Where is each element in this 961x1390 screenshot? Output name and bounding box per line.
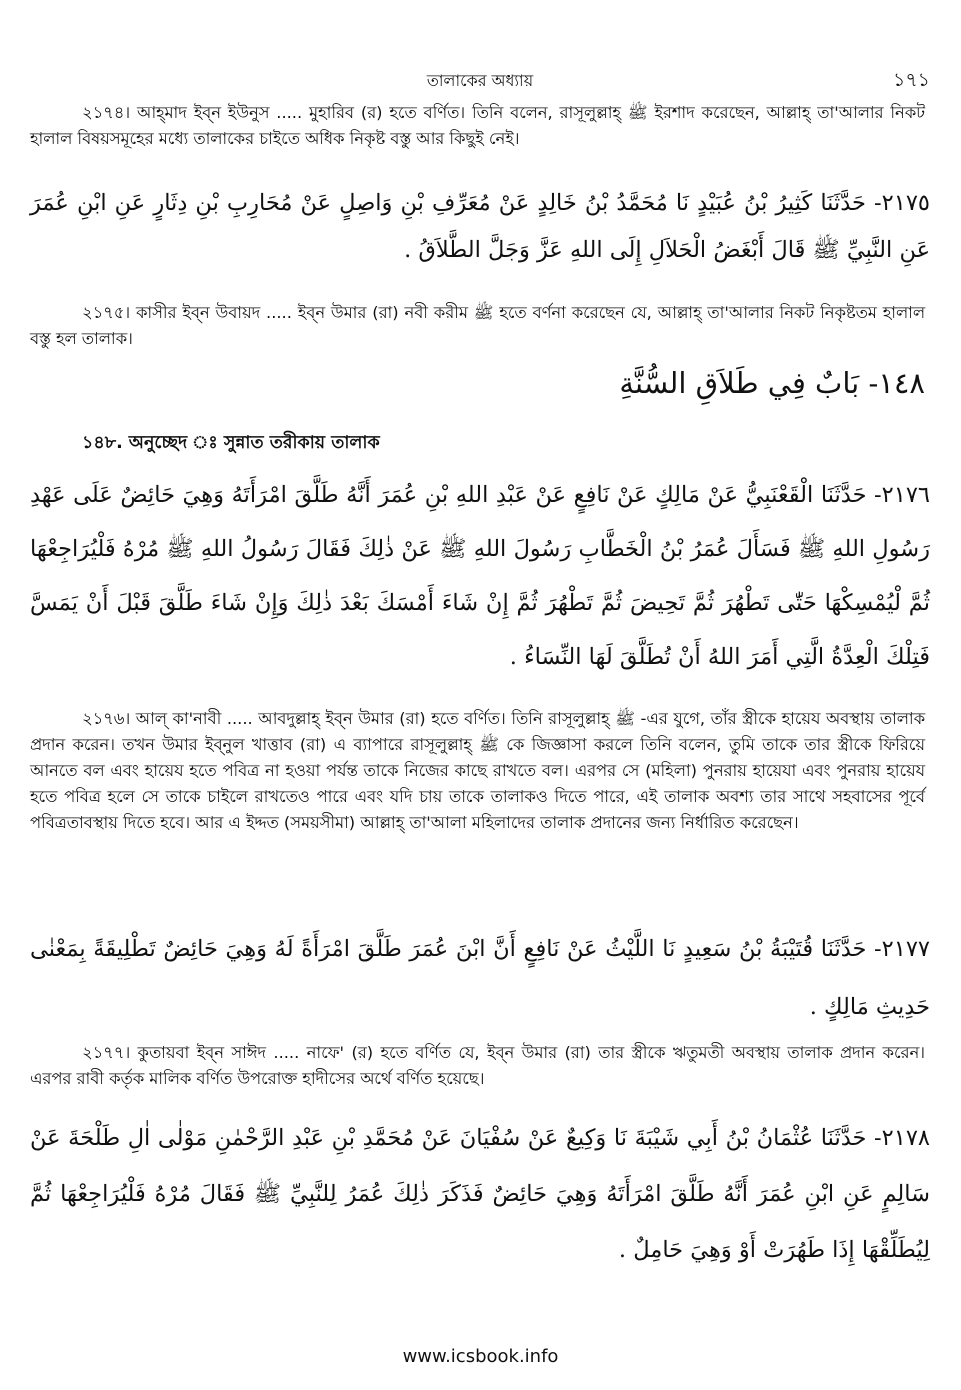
- page-header: [30, 64, 930, 94]
- chapter-title-arabic: ١٤٨- بَابٌ فِي طَلاَقِ السُّنَّةِ: [619, 366, 925, 400]
- footer-website: www.icsbook.info: [402, 1346, 559, 1367]
- page-number: ১৭১: [892, 69, 930, 91]
- hadith-2177-arabic: ٢١٧٧- حَدَّثَنَا قُتَيْبَةُ بْنُ سَعِيدٍ نَا اللَّيْثُ عَنْ نَافِعٍ أَنَّ ابْنَ عُمَرَ طَلَّقَ امْرَأَةً لَهُ وَهِيَ حَائِضٌ تَطْلِيقَةً بِمَعْنٰى حَدِيثِ مَالِكٍ .: [30, 936, 930, 1020]
- hadith-2177-bengali: ২১৭৭। কুতায়বা ইব্‌ন সাঈদ ..... নাফে' (র) হতে বর্ণিত যে, ইব্‌ন উমার (রা) তার স্ত্রীকে ঋতুমতী অবস্থায় তালাক প্রদান করেন। এরপর রাবী কর্তৃক মালিক বর্ণিত উপরোক্ত হাদীসের অর্থে বর্ণিত হয়েছে।: [30, 1043, 925, 1088]
- hadith-2174-bengali: ২১৭৪। আহ্‌মাদ ইব্‌ন ইউনুস ..... মুহারিব (র) হতে বর্ণিত। তিনি বলেন, রাসূলুল্লাহ্ ﷺ ইরশাদ করেছেন, আল্লাহ্ তা'আলার নিকট হালাল বিষয়সমূহের মধ্যে তালাকের চাইতে অধিক নিকৃষ্ট বস্তু আর কিছুই নেই।: [30, 103, 926, 148]
- hadith-2175-bengali: ২১৭৫। কাসীর ইব্‌ন উবায়দ ..... ইব্‌ন উমার (রা) নবী করীম ﷺ হতে বর্ণনা করেছেন যে, আল্লাহ্ তা'আলার নিকট নিকৃষ্টতম হালাল বস্তু হল তালাক।: [30, 303, 925, 348]
- hadith-2175-arabic: ٢١٧٥- حَدَّثَنَا كَثِيرُ بْنُ عُبَيْدٍ نَا مُحَمَّدُ بْنُ خَالِدٍ عَنْ مُعَرِّفِ بْنِ وَاصِلٍ عَنْ مُحَارِبِ بْنِ دِثَارٍ عَنِ ابْنِ عُمَرَ عَنِ النَّبِيِّ ﷺ قَالَ أَبْغَضُ الْحَلاَلِ إِلَى اللهِ عَزَّ وَجَلَّ الطَّلاَقُ .: [30, 190, 930, 263]
- hadith-2176-bengali: ২১৭৬। আল্ কা'নাবী ..... আবদুল্লাহ্ ইব্‌ন উমার (রা) হতে বর্ণিত। তিনি রাসূলুল্লাহ্ ﷺ -এর যুগে, তাঁর স্ত্রীকে হায়েয অবস্থায় তালাক প্রদান করেন। তখন উমার ইব্‌নুল খাত্তাব (রা) এ ব্যাপারে রাসূলুল্লাহ্ ﷺ কে জিজ্ঞাসা করলে তিনি বলেন, তুমি তাকে তার স্ত্রীকে ফিরিয়ে আনতে বল এবং হায়েয হতে পবিত্র না হওয়া পর্যন্ত তাকে নিজের কাছে রাখতে বল। এরপর সে (মহিলা) পুনরায় হায়েযা এবং পুনরায় হায়েয হতে পবিত্র হলে সে তাকে চাইলে রাখতেও পারে এবং যদি চায় তাকে তালাকও দিতে পারে, এই তালাক অবশ্য তার সাথে সহবাসের পূর্বে পবিত্রতাবস্থায় দিতে হবে। আর এ ইদ্দত (সময়সীমা) আল্লাহ্ তা'আলা মহিলাদের তালাক প্রদানের জন্য নির্ধারিত করেছেন।: [30, 709, 925, 832]
- chapter-title-bengali: ১৪৮. অনুচ্ছেদ ঃ সুন্নাত তরীকায় তালাক: [82, 433, 380, 453]
- chapter-header-title: তালাকের অধ্যায়: [426, 71, 534, 90]
- hadith-2176-arabic: ٢١٧٦- حَدَّثَنَا الْقَعْنَبِيُّ عَنْ مَالِكٍ عَنْ نَافِعٍ عَنْ عَبْدِ اللهِ بْنِ عُمَرَ أَنَّهُ طَلَّقَ امْرَأَتَهُ وَهِيَ حَائِضٌ عَلَى عَهْدِ رَسُولِ اللهِ ﷺ فَسَأَلَ عُمَرُ بْنُ الْخَطَّابِ رَسُولَ اللهِ ﷺ عَنْ ذٰلِكَ فَقَالَ رَسُولُ اللهِ ﷺ مُرْهُ فَلْيُرَاجِعْهَا ثُمَّ لْيُمْسِكْهَا حَتّٰى تَطْهُرَ ثُمَّ تَحِيضَ ثُمَّ تَطْهُرَ ثُمَّ إِنْ شَاءَ أَمْسَكَ بَعْدَ ذٰلِكَ وَإِنْ شَاءَ طَلَّقَ قَبْلَ أَنْ يَمَسَّ فَتِلْكَ الْعِدَّةُ الَّتِي أَمَرَ اللهُ أَنْ تُطَلَّقَ لَهَا النِّسَاءُ .: [30, 482, 931, 670]
- hadith-2178-arabic: ٢١٧٨- حَدَّثَنَا عُثْمَانُ بْنُ أَبِي شَيْبَةَ نَا وَكِيعٌ عَنْ سُفْيَانَ عَنْ مُحَمَّدِ بْنِ عَبْدِ الرَّحْمٰنِ مَوْلٰى اٰلِ طَلْحَةَ عَنْ سَالِمٍ عَنِ ابْنِ عُمَرَ أَنَّهُ طَلَّقَ امْرَأَتَهُ وَهِيَ حَائِضٌ فَذَكَرَ ذٰلِكَ عُمَرُ لِلنَّبِيِّ ﷺ فَقَالَ مُرْهُ فَلْيُرَاجِعْهَا ثُمَّ لِيُطَلِّقْهَا إِذَا طَهُرَتْ أَوْ وَهِيَ حَامِلٌ .: [30, 1125, 930, 1263]
